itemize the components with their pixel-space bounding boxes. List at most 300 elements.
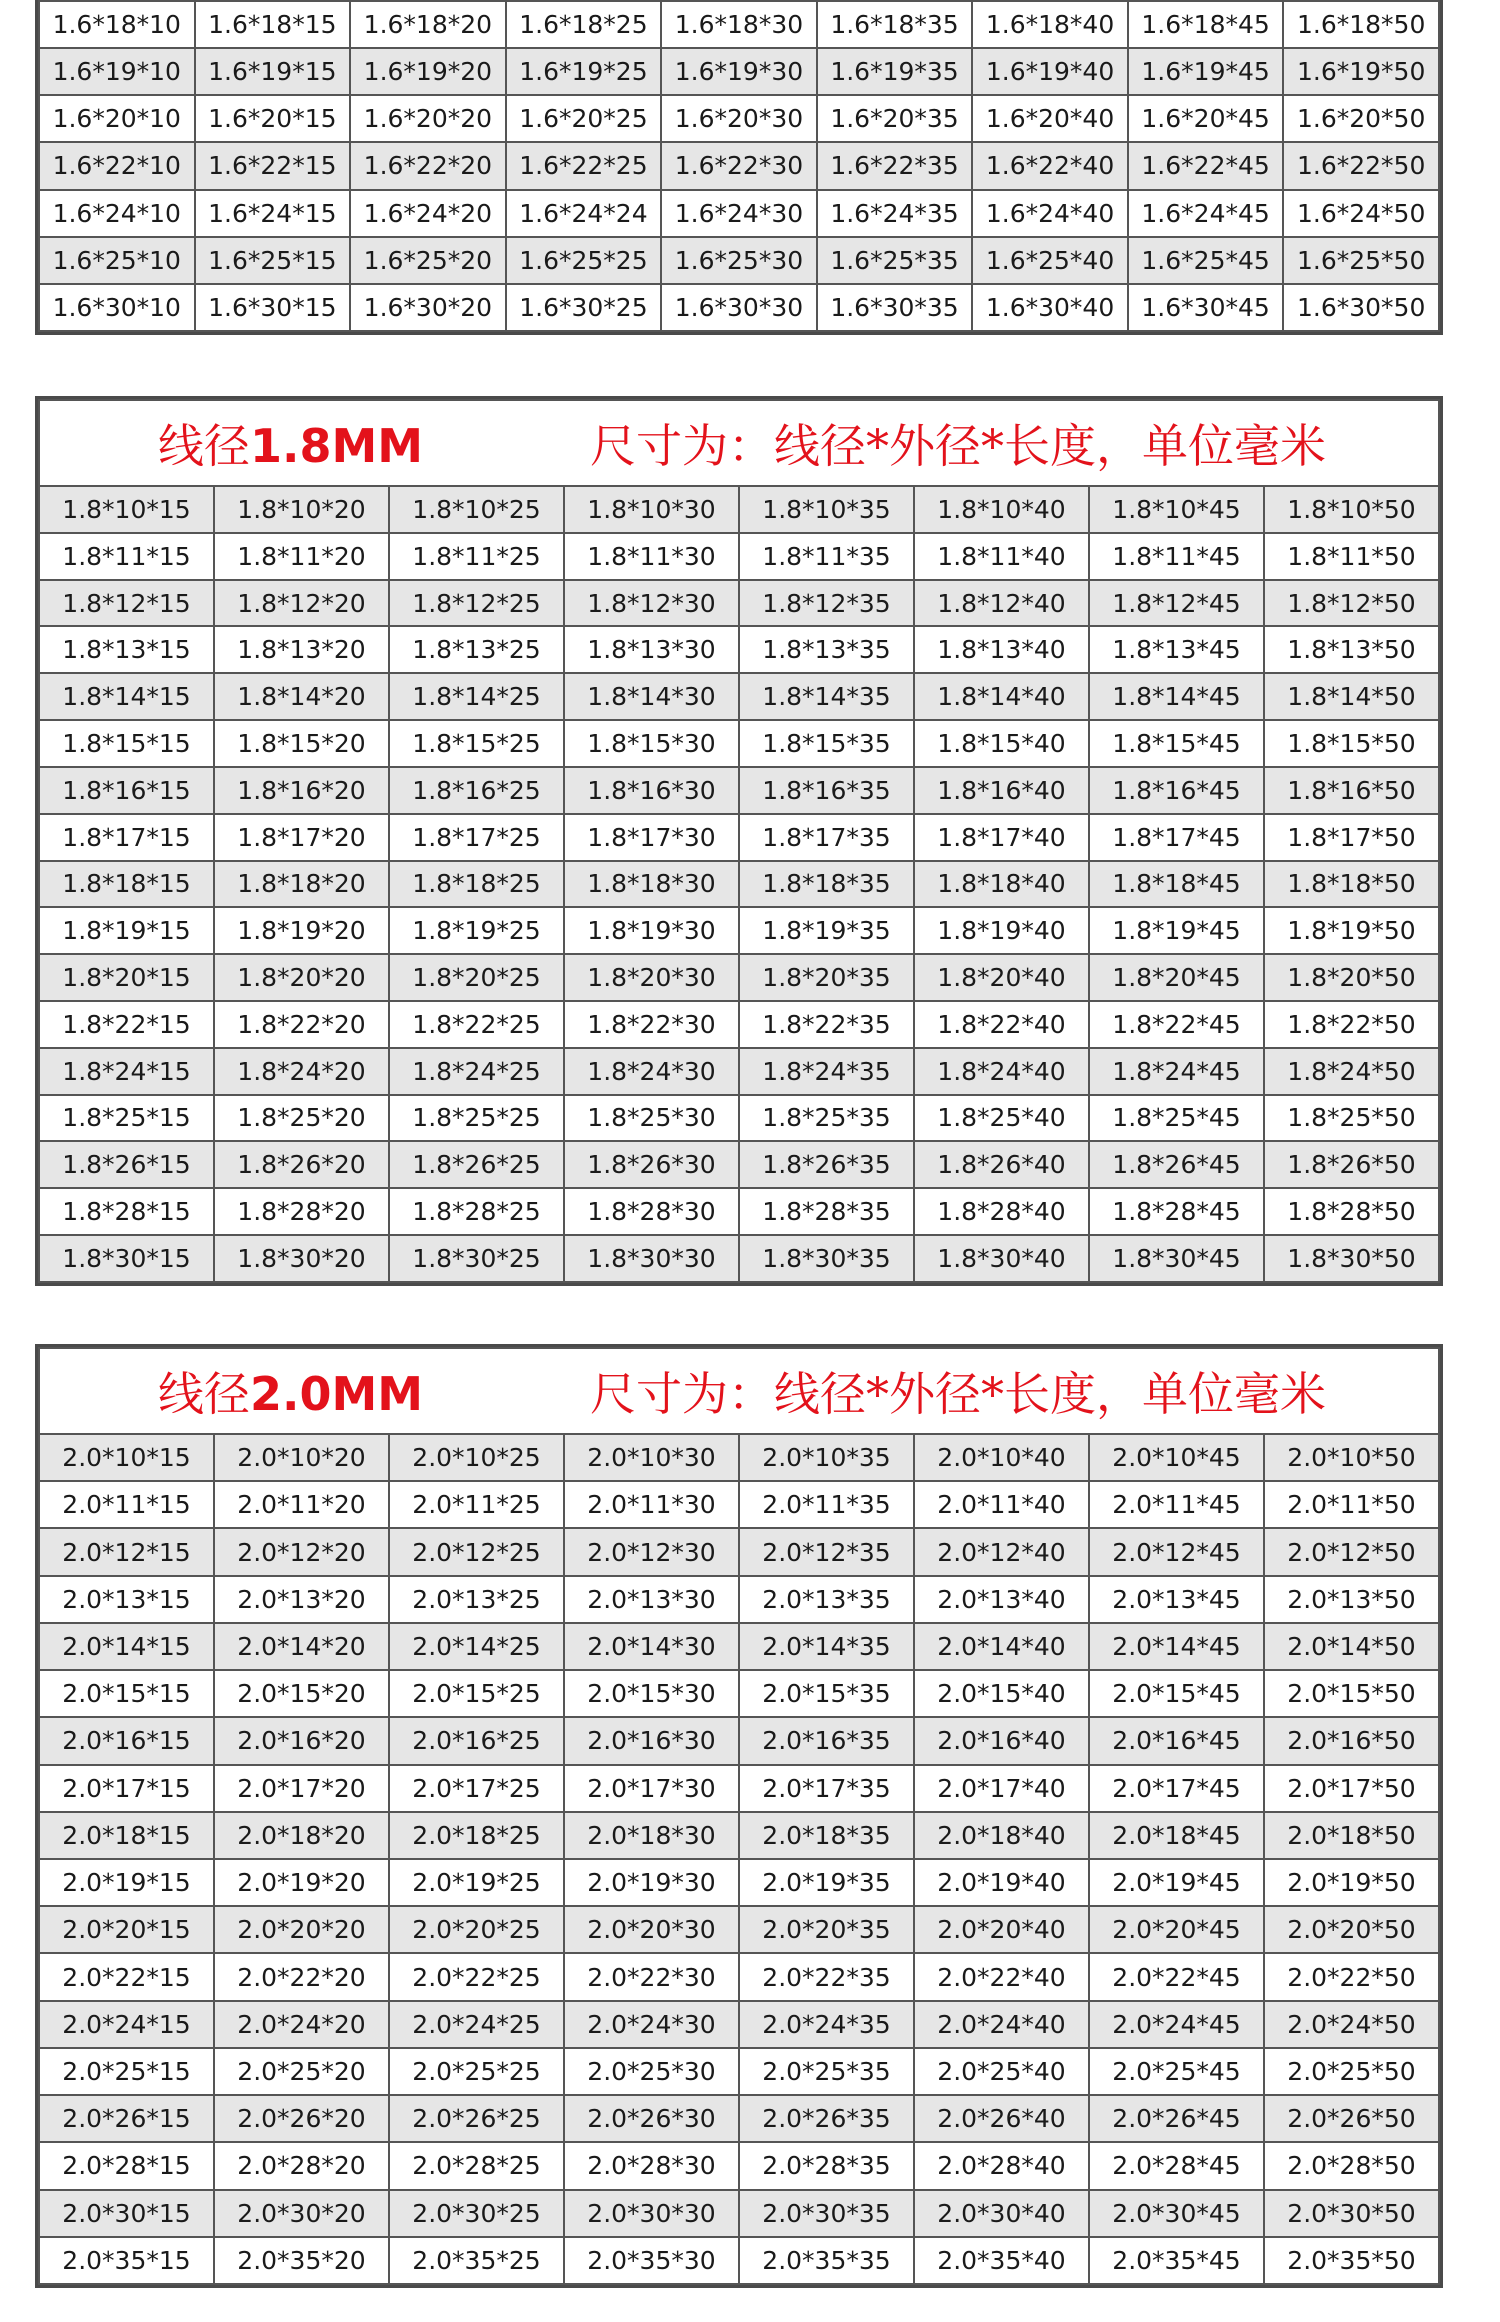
size-cell: 1.8*17*40 <box>914 814 1089 861</box>
size-cell: 2.0*15*20 <box>214 1670 389 1717</box>
table-row <box>39 284 1439 331</box>
table-row <box>39 2142 1439 2189</box>
size-cell: 2.0*12*30 <box>564 1528 739 1575</box>
size-cell: 1.8*19*35 <box>739 907 914 954</box>
size-cell: 1.6*25*35 <box>817 237 973 284</box>
size-cell: 2.0*16*35 <box>739 1717 914 1764</box>
size-cell: 2.0*13*15 <box>39 1576 214 1623</box>
size-cell: 1.8*10*25 <box>389 486 564 533</box>
size-cell: 1.6*18*50 <box>1283 1 1439 48</box>
size-cell: 1.8*30*50 <box>1264 1235 1439 1282</box>
size-cell: 1.8*15*25 <box>389 720 564 767</box>
size-cell: 1.6*25*40 <box>972 237 1128 284</box>
wire-gauge-title <box>158 410 558 476</box>
table-row <box>39 1906 1439 1953</box>
size-cell: 1.6*22*50 <box>1283 142 1439 189</box>
size-table-2-0mm <box>35 1344 1443 2288</box>
size-cell: 1.8*14*40 <box>914 673 1089 720</box>
size-cell: 2.0*25*15 <box>39 2048 214 2095</box>
size-cell: 2.0*22*30 <box>564 1953 739 2000</box>
size-cell: 2.0*20*45 <box>1089 1906 1264 1953</box>
wire-gauge-prefix: 线径 <box>158 1367 250 1421</box>
size-cell: 1.6*19*35 <box>817 48 973 95</box>
size-cell: 1.8*17*30 <box>564 814 739 861</box>
wire-gauge-title <box>158 1358 558 1424</box>
size-cell: 2.0*24*35 <box>739 2001 914 2048</box>
size-cell: 2.0*20*40 <box>914 1906 1089 1953</box>
size-cell: 1.8*20*20 <box>214 954 389 1001</box>
size-cell: 1.8*11*50 <box>1264 533 1439 580</box>
size-cell: 1.6*19*40 <box>972 48 1128 95</box>
size-cell: 1.8*15*30 <box>564 720 739 767</box>
size-cell: 1.6*25*50 <box>1283 237 1439 284</box>
size-cell: 2.0*16*45 <box>1089 1717 1264 1764</box>
table-heading-row <box>39 400 1439 486</box>
size-cell: 1.6*22*35 <box>817 142 973 189</box>
size-cell: 2.0*35*20 <box>214 2237 389 2284</box>
size-cell: 2.0*24*50 <box>1264 2001 1439 2048</box>
table-row <box>39 486 1439 533</box>
size-cell: 2.0*15*30 <box>564 1670 739 1717</box>
size-cell: 2.0*28*45 <box>1089 2142 1264 2189</box>
size-cell: 1.6*30*30 <box>661 284 817 331</box>
size-cell: 1.6*30*50 <box>1283 284 1439 331</box>
size-cell: 2.0*17*15 <box>39 1765 214 1812</box>
size-cell: 1.8*11*25 <box>389 533 564 580</box>
size-cell: 2.0*26*50 <box>1264 2095 1439 2142</box>
size-cell: 2.0*18*20 <box>214 1812 389 1859</box>
size-cell: 1.8*12*35 <box>739 580 914 627</box>
size-cell: 1.8*13*25 <box>389 626 564 673</box>
size-cell: 2.0*30*40 <box>914 2190 1089 2237</box>
size-cell: 2.0*17*35 <box>739 1765 914 1812</box>
size-cell: 2.0*35*45 <box>1089 2237 1264 2284</box>
table-row <box>39 1434 1439 1481</box>
table-heading-row <box>39 1348 1439 1434</box>
size-cell: 2.0*35*30 <box>564 2237 739 2284</box>
size-cell: 2.0*24*20 <box>214 2001 389 2048</box>
size-cell: 2.0*20*50 <box>1264 1906 1439 1953</box>
size-cell: 2.0*35*25 <box>389 2237 564 2284</box>
table-row <box>39 1141 1439 1188</box>
size-cell: 1.6*24*10 <box>39 190 195 237</box>
table-row <box>39 2048 1439 2095</box>
size-cell: 1.8*16*15 <box>39 767 214 814</box>
size-cell: 1.8*13*15 <box>39 626 214 673</box>
size-cell: 2.0*30*50 <box>1264 2190 1439 2237</box>
size-cell: 1.8*30*45 <box>1089 1235 1264 1282</box>
size-cell: 1.8*18*45 <box>1089 861 1264 908</box>
size-cell: 1.8*20*45 <box>1089 954 1264 1001</box>
size-cell: 2.0*28*30 <box>564 2142 739 2189</box>
size-cell: 2.0*10*35 <box>739 1434 914 1481</box>
size-cell: 2.0*11*50 <box>1264 1481 1439 1528</box>
size-cell: 1.8*14*30 <box>564 673 739 720</box>
table-row <box>39 1 1439 48</box>
size-cell: 2.0*22*35 <box>739 1953 914 2000</box>
table-row <box>39 1717 1439 1764</box>
size-cell: 1.8*17*45 <box>1089 814 1264 861</box>
size-cell: 1.6*24*24 <box>506 190 662 237</box>
size-cell: 2.0*16*25 <box>389 1717 564 1764</box>
size-cell: 1.8*22*25 <box>389 1001 564 1048</box>
size-cell: 1.8*13*20 <box>214 626 389 673</box>
size-cell: 2.0*12*50 <box>1264 1528 1439 1575</box>
size-cell: 1.8*30*30 <box>564 1235 739 1282</box>
size-cell: 1.8*22*50 <box>1264 1001 1439 1048</box>
size-cell: 1.8*15*35 <box>739 720 914 767</box>
size-cell: 2.0*30*45 <box>1089 2190 1264 2237</box>
size-cell: 1.6*19*15 <box>195 48 351 95</box>
table-row <box>39 767 1439 814</box>
size-cell: 1.8*18*40 <box>914 861 1089 908</box>
table-row <box>39 861 1439 908</box>
size-cell: 2.0*16*20 <box>214 1717 389 1764</box>
size-cell: 1.8*13*30 <box>564 626 739 673</box>
table-row <box>39 673 1439 720</box>
size-cell: 2.0*24*40 <box>914 2001 1089 2048</box>
size-cell: 2.0*28*50 <box>1264 2142 1439 2189</box>
size-cell: 1.8*19*20 <box>214 907 389 954</box>
size-cell: 1.8*19*30 <box>564 907 739 954</box>
size-cell: 1.8*15*15 <box>39 720 214 767</box>
table-row <box>39 1235 1439 1282</box>
size-cell: 2.0*24*15 <box>39 2001 214 2048</box>
table-row <box>39 626 1439 673</box>
size-cell: 1.8*14*35 <box>739 673 914 720</box>
table-row <box>39 533 1439 580</box>
size-cell: 1.6*18*40 <box>972 1 1128 48</box>
size-cell: 1.8*11*45 <box>1089 533 1264 580</box>
table-row <box>39 1765 1439 1812</box>
size-cell: 1.8*22*15 <box>39 1001 214 1048</box>
size-cell: 1.8*13*35 <box>739 626 914 673</box>
size-cell: 2.0*13*20 <box>214 1576 389 1623</box>
size-cell: 2.0*14*30 <box>564 1623 739 1670</box>
table-row <box>39 1623 1439 1670</box>
size-cell: 1.8*28*50 <box>1264 1188 1439 1235</box>
size-cell: 1.8*16*35 <box>739 767 914 814</box>
size-cell: 1.8*22*45 <box>1089 1001 1264 1048</box>
size-cell: 2.0*22*15 <box>39 1953 214 2000</box>
size-grid <box>38 399 1440 1283</box>
size-cell: 1.6*20*40 <box>972 95 1128 142</box>
size-cell: 1.6*24*30 <box>661 190 817 237</box>
size-cell: 2.0*10*50 <box>1264 1434 1439 1481</box>
size-cell: 1.8*15*20 <box>214 720 389 767</box>
size-cell: 1.6*20*45 <box>1128 95 1284 142</box>
size-cell: 1.6*22*30 <box>661 142 817 189</box>
size-cell: 1.8*25*35 <box>739 1095 914 1142</box>
size-cell: 1.8*16*45 <box>1089 767 1264 814</box>
table-row <box>39 1188 1439 1235</box>
size-cell: 1.8*19*40 <box>914 907 1089 954</box>
size-cell: 1.8*14*20 <box>214 673 389 720</box>
size-cell: 2.0*28*25 <box>389 2142 564 2189</box>
size-cell: 2.0*16*50 <box>1264 1717 1439 1764</box>
size-cell: 2.0*13*50 <box>1264 1576 1439 1623</box>
size-cell: 1.6*22*40 <box>972 142 1128 189</box>
table-row <box>39 1953 1439 2000</box>
table-row <box>39 48 1439 95</box>
table-row <box>39 2237 1439 2284</box>
size-cell: 2.0*11*25 <box>389 1481 564 1528</box>
size-cell: 1.6*19*30 <box>661 48 817 95</box>
size-cell: 2.0*35*35 <box>739 2237 914 2284</box>
size-cell: 1.6*25*10 <box>39 237 195 284</box>
size-cell: 1.8*18*25 <box>389 861 564 908</box>
size-cell: 2.0*26*40 <box>914 2095 1089 2142</box>
table-row <box>39 580 1439 627</box>
size-cell: 1.6*22*15 <box>195 142 351 189</box>
size-cell: 2.0*13*25 <box>389 1576 564 1623</box>
size-cell: 1.6*30*25 <box>506 284 662 331</box>
size-cell: 2.0*14*50 <box>1264 1623 1439 1670</box>
size-cell: 2.0*22*20 <box>214 1953 389 2000</box>
size-cell: 1.6*20*35 <box>817 95 973 142</box>
size-cell: 2.0*13*35 <box>739 1576 914 1623</box>
size-cell: 1.8*28*30 <box>564 1188 739 1235</box>
size-cell: 1.8*18*30 <box>564 861 739 908</box>
size-cell: 2.0*12*20 <box>214 1528 389 1575</box>
size-cell: 1.8*12*30 <box>564 580 739 627</box>
size-cell: 2.0*28*15 <box>39 2142 214 2189</box>
size-cell: 2.0*17*40 <box>914 1765 1089 1812</box>
size-cell: 1.8*25*30 <box>564 1095 739 1142</box>
table-row <box>39 2190 1439 2237</box>
size-cell: 2.0*13*45 <box>1089 1576 1264 1623</box>
table-row <box>39 1095 1439 1142</box>
size-cell: 1.8*28*15 <box>39 1188 214 1235</box>
table-row <box>39 1048 1439 1095</box>
size-table-1-8mm <box>35 396 1443 1286</box>
size-cell: 1.8*25*25 <box>389 1095 564 1142</box>
size-cell: 2.0*25*20 <box>214 2048 389 2095</box>
size-cell: 1.8*26*45 <box>1089 1141 1264 1188</box>
size-cell: 2.0*12*40 <box>914 1528 1089 1575</box>
table-row <box>39 814 1439 861</box>
size-cell: 1.8*19*45 <box>1089 907 1264 954</box>
size-cell: 1.8*24*30 <box>564 1048 739 1095</box>
size-cell: 2.0*10*45 <box>1089 1434 1264 1481</box>
size-cell: 1.6*18*20 <box>350 1 506 48</box>
size-cell: 2.0*15*45 <box>1089 1670 1264 1717</box>
size-cell: 2.0*14*45 <box>1089 1623 1264 1670</box>
size-cell: 1.6*30*40 <box>972 284 1128 331</box>
size-cell: 2.0*11*15 <box>39 1481 214 1528</box>
size-cell: 2.0*17*20 <box>214 1765 389 1812</box>
size-cell: 2.0*35*50 <box>1264 2237 1439 2284</box>
size-cell: 1.8*30*15 <box>39 1235 214 1282</box>
size-cell: 1.6*19*25 <box>506 48 662 95</box>
size-cell: 1.6*30*10 <box>39 284 195 331</box>
size-cell: 2.0*30*30 <box>564 2190 739 2237</box>
size-cell: 2.0*20*25 <box>389 1906 564 1953</box>
size-cell: 1.8*19*25 <box>389 907 564 954</box>
size-cell: 2.0*18*50 <box>1264 1812 1439 1859</box>
size-cell: 1.8*25*15 <box>39 1095 214 1142</box>
size-cell: 2.0*25*30 <box>564 2048 739 2095</box>
table-row <box>39 1576 1439 1623</box>
size-cell: 1.8*12*50 <box>1264 580 1439 627</box>
size-cell: 2.0*17*25 <box>389 1765 564 1812</box>
size-cell: 2.0*25*45 <box>1089 2048 1264 2095</box>
size-grid-body <box>39 1 1439 331</box>
size-cell: 2.0*25*50 <box>1264 2048 1439 2095</box>
size-cell: 1.6*20*15 <box>195 95 351 142</box>
table-row <box>39 95 1439 142</box>
size-cell: 1.8*22*40 <box>914 1001 1089 1048</box>
size-cell: 1.8*14*45 <box>1089 673 1264 720</box>
size-cell: 1.6*20*30 <box>661 95 817 142</box>
wire-gauge-value: 1.8MM <box>250 419 424 473</box>
size-cell: 2.0*13*30 <box>564 1576 739 1623</box>
size-cell: 1.8*15*40 <box>914 720 1089 767</box>
size-cell: 2.0*26*15 <box>39 2095 214 2142</box>
size-cell: 1.8*10*15 <box>39 486 214 533</box>
size-cell: 1.8*25*20 <box>214 1095 389 1142</box>
table-row <box>39 907 1439 954</box>
size-cell: 1.8*28*45 <box>1089 1188 1264 1235</box>
size-cell: 1.8*12*20 <box>214 580 389 627</box>
size-cell: 1.8*25*50 <box>1264 1095 1439 1142</box>
size-cell: 2.0*17*45 <box>1089 1765 1264 1812</box>
size-format-note: 尺寸为：线径*外径*长度，单位毫米 <box>590 419 1326 473</box>
size-cell: 1.6*20*10 <box>39 95 195 142</box>
size-cell: 1.8*28*35 <box>739 1188 914 1235</box>
size-cell: 2.0*12*15 <box>39 1528 214 1575</box>
size-cell: 2.0*19*50 <box>1264 1859 1439 1906</box>
size-cell: 1.8*30*20 <box>214 1235 389 1282</box>
size-cell: 1.8*15*50 <box>1264 720 1439 767</box>
size-cell: 1.6*25*45 <box>1128 237 1284 284</box>
size-cell: 1.8*12*45 <box>1089 580 1264 627</box>
size-grid-body <box>39 400 1439 1282</box>
size-cell: 2.0*15*50 <box>1264 1670 1439 1717</box>
size-cell: 2.0*14*20 <box>214 1623 389 1670</box>
size-cell: 2.0*28*35 <box>739 2142 914 2189</box>
size-cell: 2.0*26*35 <box>739 2095 914 2142</box>
size-cell: 1.6*30*15 <box>195 284 351 331</box>
size-cell: 2.0*15*35 <box>739 1670 914 1717</box>
size-cell: 1.8*20*35 <box>739 954 914 1001</box>
size-cell: 1.8*30*35 <box>739 1235 914 1282</box>
size-cell: 1.8*18*15 <box>39 861 214 908</box>
size-cell: 2.0*18*15 <box>39 1812 214 1859</box>
size-cell: 1.8*11*15 <box>39 533 214 580</box>
size-cell: 1.6*19*20 <box>350 48 506 95</box>
size-cell: 1.6*24*50 <box>1283 190 1439 237</box>
table-row <box>39 1859 1439 1906</box>
size-cell: 2.0*11*20 <box>214 1481 389 1528</box>
size-cell: 1.6*19*50 <box>1283 48 1439 95</box>
size-cell: 1.6*25*20 <box>350 237 506 284</box>
size-cell: 1.8*16*25 <box>389 767 564 814</box>
size-cell: 1.8*24*20 <box>214 1048 389 1095</box>
table-row <box>39 1812 1439 1859</box>
size-cell: 2.0*11*45 <box>1089 1481 1264 1528</box>
table-row <box>39 954 1439 1001</box>
size-cell: 1.8*12*25 <box>389 580 564 627</box>
size-cell: 1.6*24*45 <box>1128 190 1284 237</box>
size-cell: 2.0*10*20 <box>214 1434 389 1481</box>
size-cell: 1.8*10*35 <box>739 486 914 533</box>
size-grid <box>38 0 1440 332</box>
table-row <box>39 190 1439 237</box>
size-cell: 1.8*11*35 <box>739 533 914 580</box>
size-cell: 2.0*25*35 <box>739 2048 914 2095</box>
size-cell: 2.0*12*35 <box>739 1528 914 1575</box>
size-cell: 1.8*22*30 <box>564 1001 739 1048</box>
size-cell: 2.0*15*25 <box>389 1670 564 1717</box>
size-cell: 2.0*22*25 <box>389 1953 564 2000</box>
size-cell: 1.8*13*50 <box>1264 626 1439 673</box>
size-cell: 1.8*25*45 <box>1089 1095 1264 1142</box>
size-cell: 1.8*24*40 <box>914 1048 1089 1095</box>
size-cell: 2.0*14*25 <box>389 1623 564 1670</box>
size-cell: 1.8*26*20 <box>214 1141 389 1188</box>
size-cell: 1.8*10*50 <box>1264 486 1439 533</box>
size-cell: 2.0*10*40 <box>914 1434 1089 1481</box>
size-cell: 1.6*30*20 <box>350 284 506 331</box>
size-cell: 1.6*18*30 <box>661 1 817 48</box>
size-cell: 2.0*11*40 <box>914 1481 1089 1528</box>
size-cell: 2.0*15*40 <box>914 1670 1089 1717</box>
size-cell: 1.8*10*30 <box>564 486 739 533</box>
size-cell: 2.0*19*45 <box>1089 1859 1264 1906</box>
table-row <box>39 237 1439 284</box>
size-cell: 2.0*18*30 <box>564 1812 739 1859</box>
size-cell: 2.0*16*15 <box>39 1717 214 1764</box>
size-cell: 1.6*22*25 <box>506 142 662 189</box>
size-cell: 2.0*20*15 <box>39 1906 214 1953</box>
size-cell: 1.6*22*10 <box>39 142 195 189</box>
table-row <box>39 1528 1439 1575</box>
size-cell: 2.0*26*45 <box>1089 2095 1264 2142</box>
table-row <box>39 142 1439 189</box>
size-cell: 1.8*10*45 <box>1089 486 1264 533</box>
size-cell: 1.8*20*30 <box>564 954 739 1001</box>
table-row <box>39 1001 1439 1048</box>
size-cell: 2.0*30*35 <box>739 2190 914 2237</box>
size-cell: 2.0*35*15 <box>39 2237 214 2284</box>
size-cell: 1.8*24*50 <box>1264 1048 1439 1095</box>
size-cell: 1.8*17*15 <box>39 814 214 861</box>
size-table-1-6mm <box>35 0 1443 335</box>
size-cell: 1.8*13*45 <box>1089 626 1264 673</box>
size-cell: 1.8*28*40 <box>914 1188 1089 1235</box>
size-format-note: 尺寸为：线径*外径*长度，单位毫米 <box>590 1367 1326 1421</box>
size-cell: 1.8*11*40 <box>914 533 1089 580</box>
size-cell: 1.8*16*20 <box>214 767 389 814</box>
size-cell: 1.8*24*35 <box>739 1048 914 1095</box>
size-cell: 1.6*18*15 <box>195 1 351 48</box>
size-cell: 2.0*14*35 <box>739 1623 914 1670</box>
size-cell: 2.0*25*40 <box>914 2048 1089 2095</box>
size-cell: 2.0*12*25 <box>389 1528 564 1575</box>
size-cell: 2.0*35*40 <box>914 2237 1089 2284</box>
size-cell: 1.8*11*20 <box>214 533 389 580</box>
size-cell: 1.8*28*25 <box>389 1188 564 1235</box>
size-cell: 1.6*18*35 <box>817 1 973 48</box>
size-cell: 2.0*20*30 <box>564 1906 739 1953</box>
size-cell: 1.8*20*15 <box>39 954 214 1001</box>
size-cell: 1.8*26*40 <box>914 1141 1089 1188</box>
size-cell: 1.6*30*45 <box>1128 284 1284 331</box>
size-cell: 1.8*30*25 <box>389 1235 564 1282</box>
size-cell: 1.8*16*40 <box>914 767 1089 814</box>
size-cell: 1.8*18*35 <box>739 861 914 908</box>
